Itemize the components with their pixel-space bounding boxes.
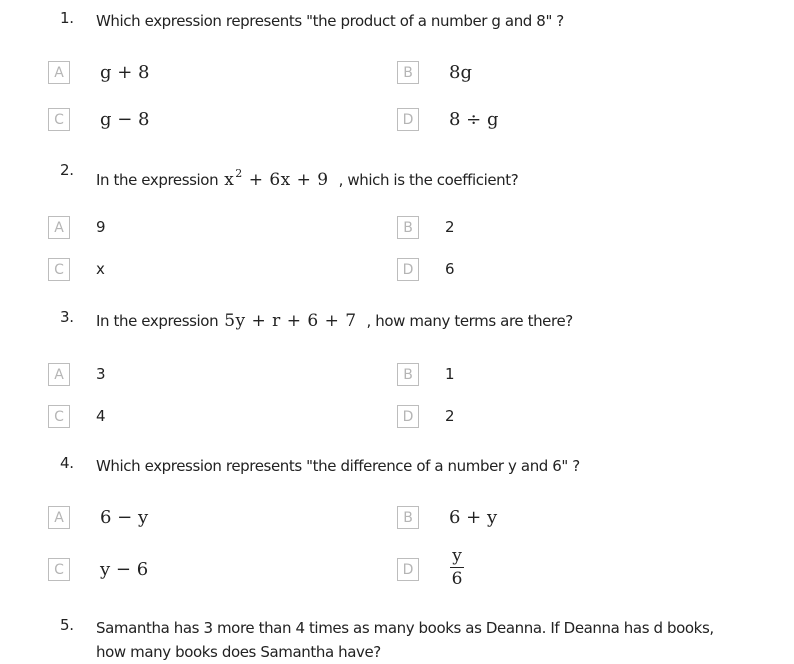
fraction <box>450 547 464 588</box>
option-value: 2 <box>445 407 455 425</box>
question-text: Which expression represents "the difference of a number y and 6" ? <box>96 457 580 475</box>
option-value: 1 <box>445 365 455 383</box>
option-value-fraction <box>450 545 464 588</box>
option-letter-box[interactable]: B <box>397 506 419 529</box>
option-letter-box[interactable]: B <box>397 216 419 239</box>
option-letter-box[interactable]: B <box>397 61 419 84</box>
fraction-denominator: 6 <box>451 569 463 589</box>
option-letter-box[interactable]: A <box>48 506 70 529</box>
question-text-after: , how many terms are there? <box>366 312 573 330</box>
option-letter-box[interactable]: C <box>48 258 70 281</box>
question-text-before: In the expression <box>96 312 219 330</box>
expression-rest: + 6x + 9 <box>248 170 329 190</box>
option-letter-box[interactable]: A <box>48 363 70 386</box>
math-expression <box>224 167 329 190</box>
option-letter-box[interactable]: D <box>397 558 419 581</box>
option-value: 4 <box>96 407 106 425</box>
expression-base: x <box>224 170 235 190</box>
math-expression: 5y + r + 6 + 7 <box>224 311 357 331</box>
option-value: 9 <box>96 218 106 236</box>
question-number: 1. <box>60 9 74 27</box>
option-letter-box[interactable]: D <box>397 258 419 281</box>
question-number: 2. <box>60 161 74 179</box>
fraction-numerator: y <box>452 546 462 566</box>
question-number: 5. <box>60 616 74 634</box>
option-letter-box[interactable]: B <box>397 363 419 386</box>
option-value: x <box>96 260 105 278</box>
question-number: 3. <box>60 308 74 326</box>
option-value: 2 <box>445 218 455 236</box>
option-value: y − 6 <box>100 559 149 580</box>
option-letter-box[interactable]: D <box>397 405 419 428</box>
question-number: 4. <box>60 454 74 472</box>
option-value: 6 − y <box>100 507 149 528</box>
question-text: Samantha has 3 more than 4 times as many books as Deanna. If Deanna has d books, how many books does Samantha have? <box>96 619 714 661</box>
option-letter-box[interactable]: C <box>48 558 70 581</box>
question-text-after: , which is the coefficient? <box>338 171 519 189</box>
option-value: g + 8 <box>100 62 150 83</box>
option-letter-box[interactable]: D <box>397 108 419 131</box>
question-text <box>96 309 573 333</box>
option-letter-box[interactable]: C <box>48 108 70 131</box>
option-value: g − 8 <box>100 109 150 130</box>
option-value: 8 ÷ g <box>449 109 499 130</box>
option-letter-box[interactable]: A <box>48 61 70 84</box>
question-text: Which expression represents "the product of a number g and 8" ? <box>96 12 564 30</box>
option-value: 8g <box>449 62 472 83</box>
option-value: 6 + y <box>449 507 498 528</box>
question-text <box>96 162 518 192</box>
fraction-bar <box>450 567 464 568</box>
option-value: 3 <box>96 365 106 383</box>
expression-exponent: 2 <box>235 167 243 180</box>
option-letter-box[interactable]: C <box>48 405 70 428</box>
question-text-before: In the expression <box>96 171 219 189</box>
option-letter-box[interactable]: A <box>48 216 70 239</box>
option-value: 6 <box>445 260 455 278</box>
